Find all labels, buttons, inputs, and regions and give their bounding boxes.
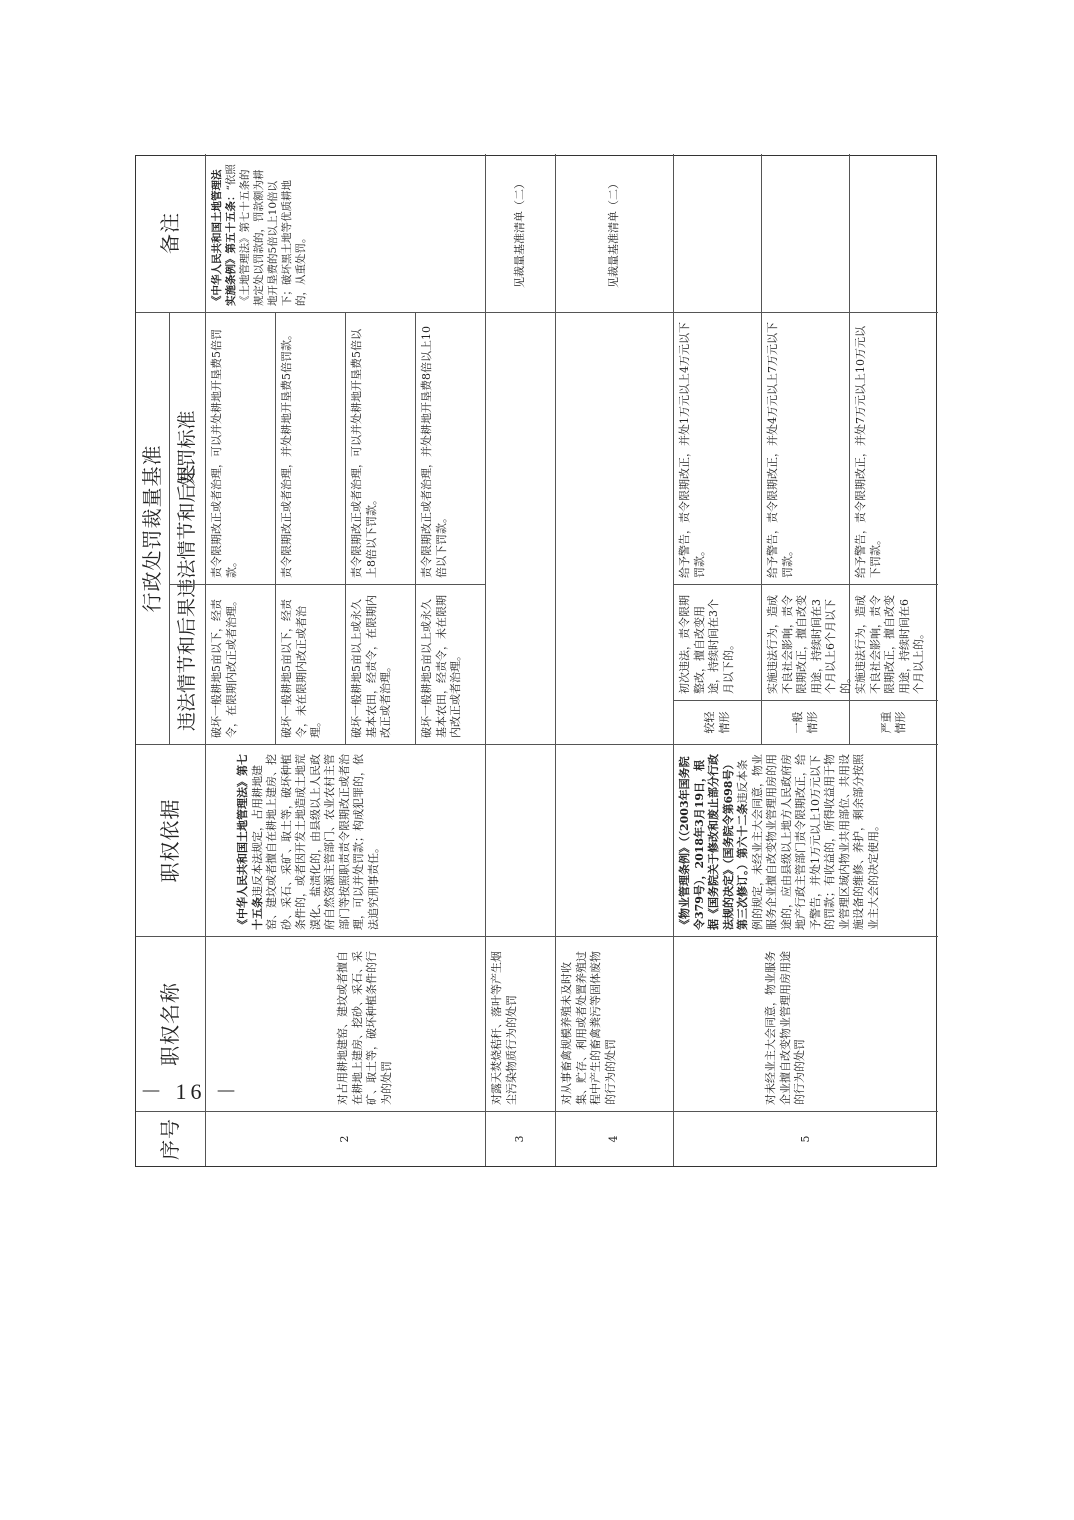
row5-circ-3: 实施违法行为，造成不良社会影响，责令限期改正，擅自改变用途，持续时间在6个月以上的。 [850, 584, 938, 700]
row5-name: 对未经业主大会同意，物业服务企业擅自改变物业管理用房用途的行为的处罚 [674, 936, 938, 1111]
row5-remarks-3 [850, 154, 938, 312]
row2-seq: 2 [206, 1111, 486, 1166]
row5-pen-2: 给予警告，责令限期改正，并处4万元以上7万元以下罚款。 [762, 312, 850, 584]
row2-basis-law: 《中华人民共和国土地管理法》第七十五条 [236, 754, 264, 930]
row2-basis [206, 744, 486, 936]
row3-basis [486, 744, 556, 936]
row5-circ-1: 初次违法，责令限期整改，擅自改变用途，持续时间在3个月以下的。 [674, 584, 762, 700]
row5-level-3: 严重情形 [850, 700, 938, 744]
row2-name: 对占用耕地建窑、建坟或者擅自在耕地上建房、挖砂、采石、采矿、取土等，破坏种植条件的行为的处罚 [206, 936, 486, 1111]
row5-pen-1: 给予警告，责令限期改正，并处1万元以上4万元以下罚款。 [674, 312, 762, 584]
row3-remarks: 见裁量基准清单（二） [486, 154, 556, 312]
row5-basis-law: 《物业管理条例》（（2003年国务院令379号），2018年3月19日，根据《国务院关于修改和废止部分行政法规的决定》（国务院令第698号）第三次修订。）第六十二条 [678, 754, 749, 930]
row5-remarks-1 [674, 154, 762, 312]
header-penalty: 处罚标准 [170, 312, 206, 584]
row2-pen-3: 责令限期改正或者治理，可以并处耕地开垦费5倍以上8倍以下罚款。 [346, 312, 416, 584]
row5-basis-text: 违反本条例的规定，未经业主大会同意，物业服务企业擅自改变物业管理用房的用途的，应由县级以上地方人民政府房地产行政主管部门责令限期改正，给予警告，并处1万元以上10万元以下的罚款；有收益的，所得收益用于物业管理区域内物业共用部位、共用设施设备的维修、养护，剩余部分按照业主大会的决定使用。 [736, 754, 880, 930]
row4-seq: 4 [556, 1111, 674, 1166]
row5-level-2: 一般情形 [762, 700, 850, 744]
row2-remarks-law: 《中华人民共和国土地管理法实施条例》第五十五条： [211, 169, 237, 306]
header-basis: 职权依据 [136, 744, 206, 936]
penalty-table [135, 155, 937, 1167]
row4-basis [556, 744, 674, 936]
row2-circ-3: 破坏一般耕地5亩以上或永久基本农田，经责令，在限期内改正或者治理。 [346, 584, 416, 744]
row2-circ-4: 破坏一般耕地5亩以上或永久基本农田，经责令，未在限期内改正或者治理。 [416, 584, 486, 744]
row5-pen-3: 给予警告，责令限期改正，并处7万元以上10万元以下罚款。 [850, 312, 938, 584]
header-seq: 序号 [136, 1111, 206, 1166]
row5-seq: 5 [674, 1111, 938, 1166]
row5-level-1: 较轻情形 [674, 700, 762, 744]
header-standard: 行政处罚裁量基准 [136, 312, 170, 744]
header-name: 职权名称 [136, 936, 206, 1111]
row2-pen-4: 责令限期改正或者治理，并处耕地开垦费8倍以上10倍以下罚款。 [416, 312, 486, 584]
row4-remarks: 见裁量基准清单（二） [556, 154, 674, 312]
row2-remarks [206, 154, 486, 312]
row2-pen-1: 责令限期改正或者治理，可以并处耕地开垦费5倍罚款。 [206, 312, 276, 584]
row5-circ-2: 实施违法行为，造成不良社会影响，责令限期改正，擅自改变用途，持续时间在3个月以上6个月以下的。 [762, 584, 850, 700]
row4-standard [556, 312, 674, 744]
row2-circ-2: 破坏一般耕地5亩以下，经责令，未在限期内改正或者治理。 [276, 584, 346, 744]
row2-circ-1: 破坏一般耕地5亩以下，经责令，在限期内改正或者治理。 [206, 584, 276, 744]
row2-pen-2: 责令限期改正或者治理，并处耕地开垦费5倍罚款。 [276, 312, 346, 584]
page-number: － 16 － [140, 1079, 242, 1104]
row3-standard [486, 312, 556, 744]
row3-seq: 3 [486, 1111, 556, 1166]
row5-basis [674, 744, 938, 936]
row2-basis-text: 违反本法规定，占用耕地建窑、建坟或者擅自在耕地上建房、挖砂、采石、采矿、取土等，破坏种植条件的，或者因开发土地造成土地荒漠化、盐渍化的，由县级以上人民政府自然资源主管部门、农业农村主管部门等按照职责责令限期改正或者治理，可以并处罚款；构成犯罪的，依法追究刑事责任。 [250, 754, 380, 930]
row5-remarks-2 [762, 154, 850, 312]
row4-name: 对从事畜禽规模养殖未及时收集、贮存、利用或者处置养殖过程中产生的畜禽粪污等固体废物的行为的处罚 [556, 936, 674, 1111]
row2-remarks-text: “依照《土地管理法》第七十五条的规定处以罚款的，罚款额为耕地开垦费的5倍以上10倍以下；破坏黑土地等优质耕地的，从重处罚。 [225, 164, 307, 306]
header-remarks: 备注 [136, 154, 206, 312]
header-circumstances: 违法情节和后果 [170, 318, 206, 744]
header-circumstances-cell: 违法情节和后果 [170, 584, 206, 744]
row3-name: 对露天焚烧秸秆、落叶等产生烟尘污染物质行为的处罚 [486, 936, 556, 1111]
